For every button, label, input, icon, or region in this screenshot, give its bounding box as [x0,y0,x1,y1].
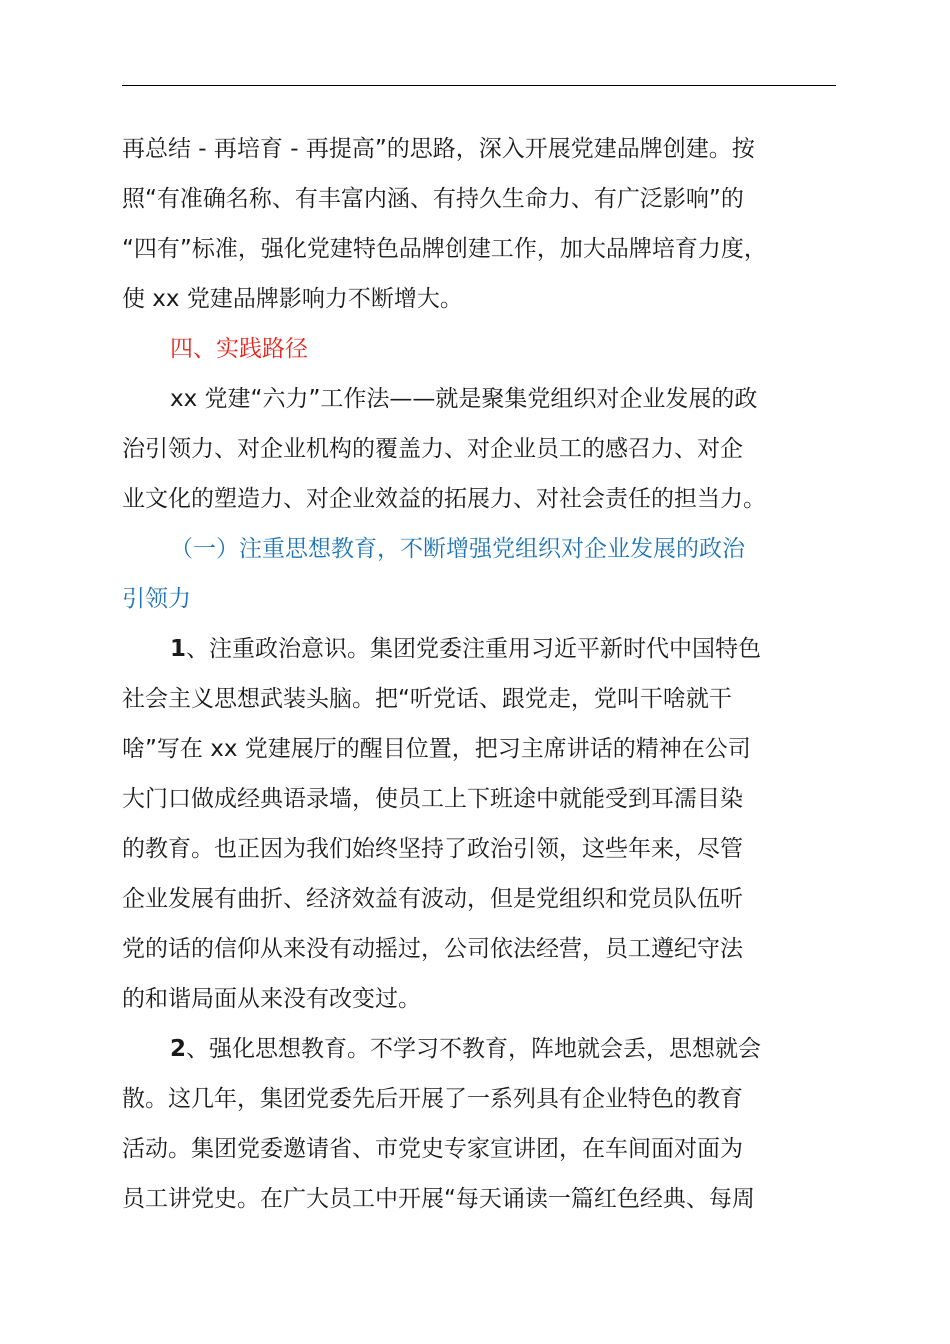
paragraph-line: 员工讲党史。在广大员工中开展“每天诵读一篇红色经典、每周 [122,1186,755,1212]
paragraph-line: 社会主义思想武装头脑。把“听党话、跟党走，党叫干啥就干 [122,686,732,712]
paragraph-line: 活动。集团党委邀请省、市党史专家宣讲团，在车间面对面为 [122,1136,743,1162]
paragraph-line: xx 党建“六力”工作法——就是聚集党组织对企业发展的政 [170,386,758,412]
paragraph-line: 再总结 - 再培育 - 再提高”的思路，深入开展党建品牌创建。按 [122,136,755,162]
paragraph-line: 的和谐局面从来没有改变过。 [122,986,421,1012]
item-text: 、注重政治意识。集团党委注重用习近平新时代中国特色 [186,636,762,662]
paragraph-line: 企业发展有曲折、经济效益有波动，但是党组织和党员队伍听 [122,886,743,912]
numbered-paragraph-line [122,624,842,674]
paragraph-line: 大门口做成经典语录墙，使员工上下班途中就能受到耳濡目染 [122,786,743,812]
header-rule [122,85,836,86]
numbered-paragraph-line [122,1024,842,1074]
section-heading: 四、实践路径 [170,336,308,362]
item-text: 、强化思想教育。不学习不教育，阵地就会丢，思想就会 [186,1036,762,1062]
item-number: 2 [170,1036,187,1062]
paragraph-line: 党的话的信仰从来没有动摇过，公司依法经营，员工遵纪守法 [122,936,743,962]
item-number: 1 [170,636,187,662]
document-body [122,124,842,1224]
paragraph-line: 治引领力、对企业机构的覆盖力、对企业员工的感召力、对企 [122,436,743,462]
paragraph-line: 啥”写在 xx 党建展厅的醒目位置，把习主席讲话的精神在公司 [122,736,751,762]
subsection-heading-cont: 引领力 [122,586,191,612]
paragraph-line: 业文化的塑造力、对企业效益的拓展力、对社会责任的担当力。 [122,486,766,512]
subsection-heading: （一）注重思想教育，不断增强党组织对企业发展的政治 [170,536,745,562]
paragraph-line: “四有”标准，强化党建特色品牌创建工作，加大品牌培育力度， [122,236,767,262]
paragraph-line: 散。这几年，集团党委先后开展了一系列具有企业特色的教育 [122,1086,743,1112]
paragraph-line: 照“有准确名称、有丰富内涵、有持久生命力、有广泛影响”的 [122,186,744,212]
paragraph-line: 使 xx 党建品牌影响力不断增大。 [122,286,463,312]
paragraph-line: 的教育。也正因为我们始终坚持了政治引领，这些年来，尽管 [122,836,743,862]
